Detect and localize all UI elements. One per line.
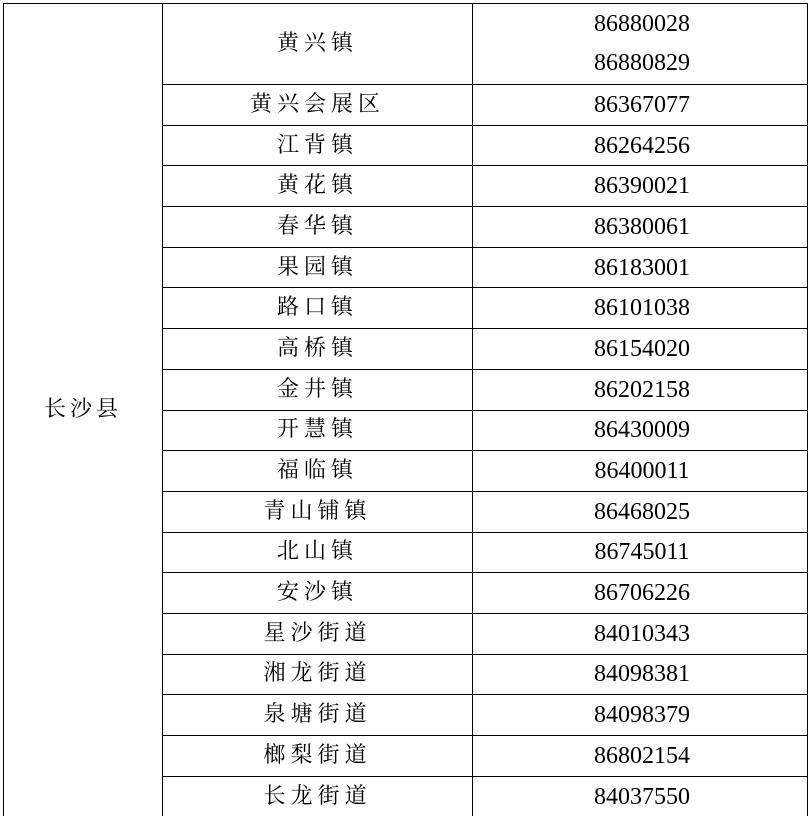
town-cell: 果园镇: [163, 247, 473, 288]
phone-number: 86264256: [594, 132, 690, 159]
town-cell: 长龙街道: [163, 776, 473, 816]
table-body: [4, 4, 808, 816]
phone-cell: [473, 736, 808, 777]
phone-number: 86183001: [594, 254, 690, 281]
phone-number: 86400011: [594, 458, 690, 485]
phone-number: 84098379: [594, 702, 690, 729]
phone-number: 86802154: [594, 742, 690, 769]
town-cell: 江背镇: [163, 125, 473, 166]
phone-cell: [473, 369, 808, 410]
town-cell: 湘龙街道: [163, 654, 473, 695]
phone-cell: [473, 491, 808, 532]
phone-number: 86745011: [594, 539, 690, 566]
phone-cell: [473, 166, 808, 207]
table-row: [4, 4, 808, 85]
town-cell: 开慧镇: [163, 410, 473, 451]
town-cell: 黄兴镇: [163, 4, 473, 85]
town-cell: 春华镇: [163, 207, 473, 248]
county-cell: 长沙县: [4, 4, 163, 816]
phone-cell: [473, 573, 808, 614]
phone-number: 84010343: [594, 620, 690, 647]
phone-cell: [473, 85, 808, 126]
phone-cell: [473, 288, 808, 329]
town-cell: 青山铺镇: [163, 491, 473, 532]
town-cell: 路口镇: [163, 288, 473, 329]
town-cell: 金井镇: [163, 369, 473, 410]
phone-number: 86202158: [594, 376, 690, 403]
town-cell: 安沙镇: [163, 573, 473, 614]
town-cell: 泉塘街道: [163, 695, 473, 736]
town-cell: 北山镇: [163, 532, 473, 573]
phone-number: 86706226: [594, 580, 690, 607]
town-cell: 黄花镇: [163, 166, 473, 207]
phone-cell: [473, 410, 808, 451]
phone-cell: [473, 247, 808, 288]
phone-cell: [473, 532, 808, 573]
phone-cell: [473, 776, 808, 816]
phone-number: 84098381: [594, 661, 690, 688]
phone-number: 86101038: [594, 295, 690, 322]
town-cell: 星沙街道: [163, 613, 473, 654]
phone-cell: [473, 207, 808, 248]
town-cell: 榔梨街道: [163, 736, 473, 777]
phone-number: 86880028: [594, 11, 690, 37]
phone-cell: [473, 654, 808, 695]
phone-number: 84037550: [594, 783, 690, 810]
town-cell: 福临镇: [163, 451, 473, 492]
phone-number: 86468025: [594, 498, 690, 525]
phone-cell: [473, 613, 808, 654]
phone-number: 86380061: [594, 213, 690, 240]
phone-cell: [473, 695, 808, 736]
phone-number: 86154020: [594, 335, 690, 362]
phone-cell: [473, 125, 808, 166]
town-cell: 黄兴会展区: [163, 85, 473, 126]
contact-table: [3, 3, 808, 816]
phone-number: 86880829: [594, 50, 690, 76]
phone-cell: [473, 4, 808, 85]
phone-number: 86430009: [594, 417, 690, 444]
town-cell: 高桥镇: [163, 329, 473, 370]
phone-number: 86367077: [594, 91, 690, 118]
phone-number: 86390021: [594, 173, 690, 200]
phone-cell: [473, 451, 808, 492]
phone-cell: [473, 329, 808, 370]
